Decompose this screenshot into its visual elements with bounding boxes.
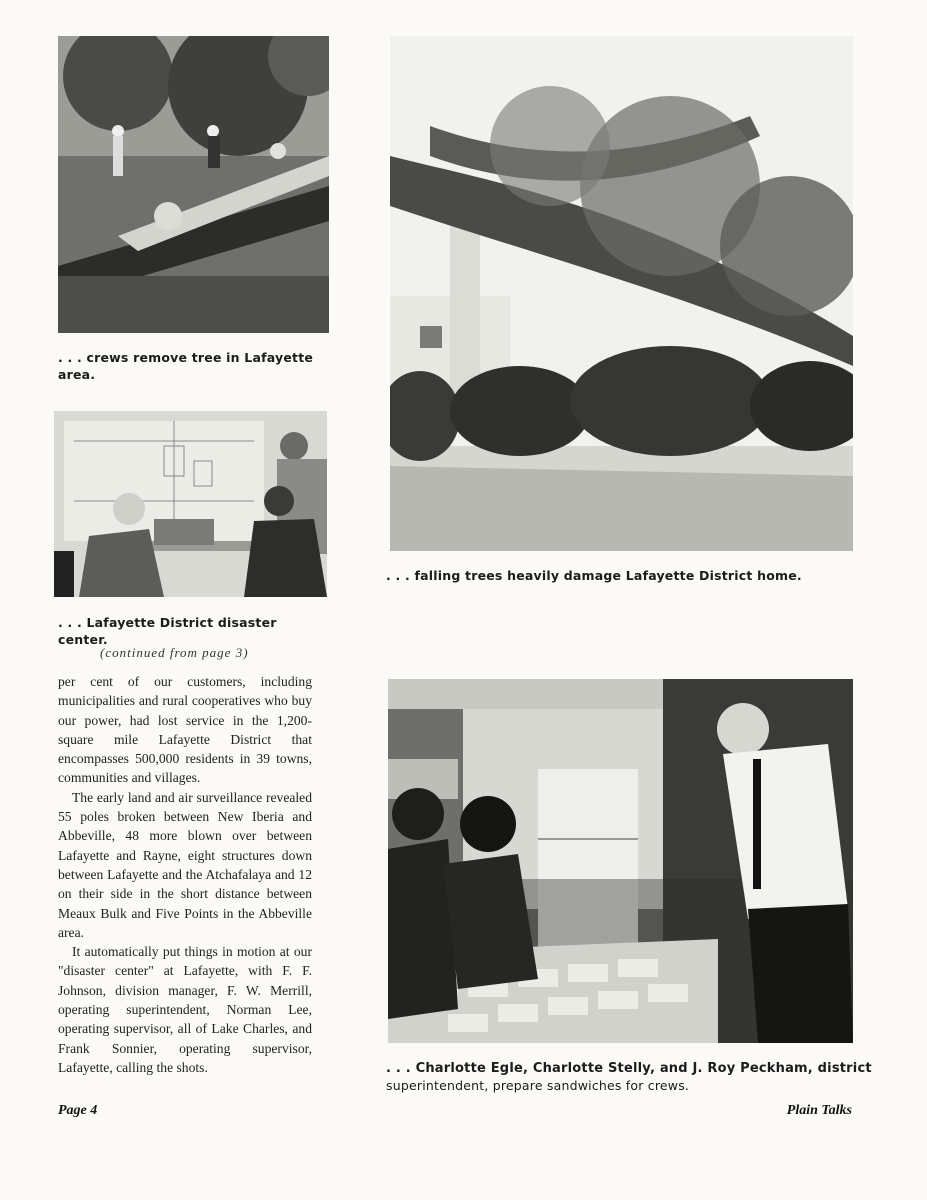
damaged-home-photo [390, 36, 853, 551]
publication-name: Plain Talks [786, 1103, 852, 1118]
article-paragraph: per cent of our customers, including municipalities and rural cooperatives who buy our power, had lost service in the 1,200-square mile Lafayette District that encompasses 500,000 residents in 39 towns, communities and villages. [58, 674, 312, 786]
sandwich-prep-caption-line2: superintendent, prepare sandwiches for crews. [386, 1078, 690, 1093]
continued-from-note: (continued from page 3) [100, 645, 249, 660]
article-paragraph: It automatically put things in motion at our "disaster center" at Lafayette, with F. F. Johnson, division manager, F. W. Merrill, operating superintendent, Norman Lee, operating supervisor, all of Lake Charles, and Frank Sonnier, operating supervisor, Lafayette, calling the shots. [58, 944, 312, 1075]
page-number: Page 4 [58, 1103, 98, 1118]
tree-crew-caption: . . . crews remove tree in Lafayette area. [58, 350, 314, 382]
disaster-center-caption: . . . Lafayette District disaster center. [58, 615, 277, 647]
disaster-center-photo [54, 411, 327, 597]
tree-crew-photo [58, 36, 329, 333]
sandwich-prep-photo [388, 679, 853, 1043]
sandwich-prep-caption-line1: . . . Charlotte Egle, Charlotte Stelly, and J. Roy Peckham, district [386, 1061, 872, 1076]
article-paragraph: The early land and air surveillance revealed 55 poles broken between New Iberia and Abbeville, 48 more blown over between Lafayette and Rayne, eight structures down between Lafayette and the Atchafalaya and 12 on their side in the short distance between Meaux Bulk and Five Points in the Abbeville area. [58, 789, 312, 940]
damaged-home-caption: . . . falling trees heavily damage Lafayette District home. [386, 568, 802, 583]
article-body [58, 672, 312, 1077]
